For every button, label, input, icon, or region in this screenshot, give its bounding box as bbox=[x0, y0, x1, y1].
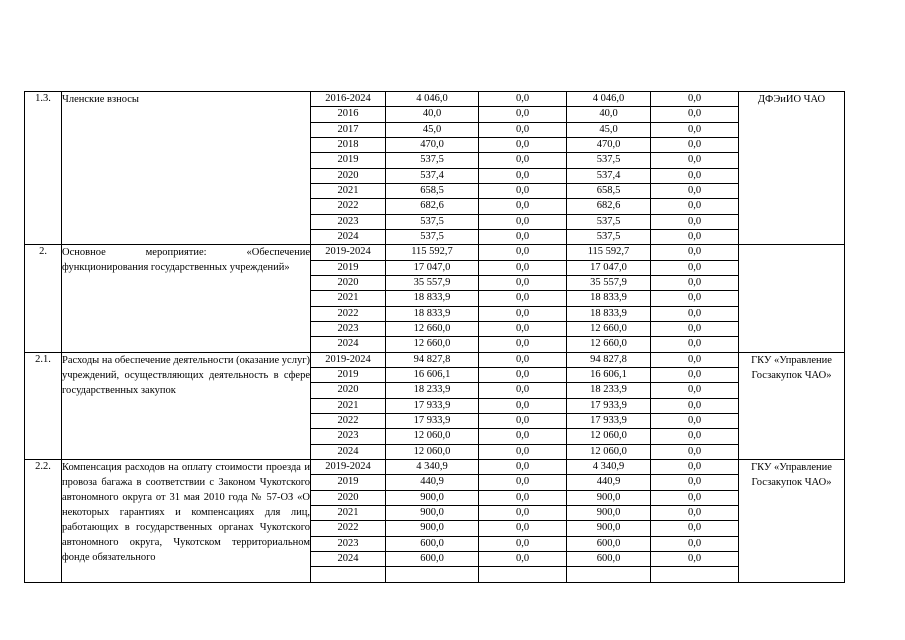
value-cell: 40,0 bbox=[567, 107, 651, 122]
value-cell: 537,5 bbox=[386, 229, 479, 244]
value-cell: 0,0 bbox=[479, 229, 567, 244]
value-cell: 600,0 bbox=[567, 536, 651, 551]
year-cell: 2020 bbox=[311, 275, 386, 290]
value-cell: 600,0 bbox=[567, 551, 651, 566]
value-cell: 0,0 bbox=[479, 367, 567, 382]
value-cell: 17 933,9 bbox=[567, 398, 651, 413]
year-cell: 2023 bbox=[311, 429, 386, 444]
year-cell: 2020 bbox=[311, 168, 386, 183]
year-cell bbox=[311, 567, 386, 582]
item-number: 2.1. bbox=[25, 352, 62, 459]
value-cell: 0,0 bbox=[651, 199, 739, 214]
value-cell: 658,5 bbox=[567, 183, 651, 198]
table-row bbox=[25, 92, 845, 107]
value-cell: 0,0 bbox=[651, 505, 739, 520]
year-cell: 2021 bbox=[311, 291, 386, 306]
value-cell: 12 060,0 bbox=[386, 444, 479, 459]
value-cell: 0,0 bbox=[479, 490, 567, 505]
year-cell: 2024 bbox=[311, 229, 386, 244]
value-cell: 0,0 bbox=[479, 122, 567, 137]
value-cell: 900,0 bbox=[567, 490, 651, 505]
value-cell: 0,0 bbox=[651, 122, 739, 137]
value-cell: 0,0 bbox=[651, 275, 739, 290]
value-cell: 12 060,0 bbox=[567, 429, 651, 444]
value-cell: 16 606,1 bbox=[567, 367, 651, 382]
value-cell: 0,0 bbox=[651, 459, 739, 474]
value-cell: 0,0 bbox=[651, 490, 739, 505]
item-number: 2. bbox=[25, 245, 62, 352]
value-cell: 17 933,9 bbox=[386, 398, 479, 413]
year-cell: 2019-2024 bbox=[311, 352, 386, 367]
year-cell: 2016-2024 bbox=[311, 92, 386, 107]
value-cell: 537,5 bbox=[567, 229, 651, 244]
value-cell: 115 592,7 bbox=[567, 245, 651, 260]
value-cell: 17 933,9 bbox=[567, 413, 651, 428]
value-cell: 0,0 bbox=[479, 260, 567, 275]
year-cell: 2019-2024 bbox=[311, 245, 386, 260]
value-cell: 0,0 bbox=[651, 536, 739, 551]
value-cell: 0,0 bbox=[479, 475, 567, 490]
item-description: Компенсация расходов на оплату стоимости проезда и провоза багажа в соответствии с Законом Чукотского автономного округа от 31 мая 2010 года № 57-ОЗ «О некоторых гарантиях и компенсациях для лиц, работающих в государственных органах Чукотского автономного округа, Чукотском территориальном фонде обязательного bbox=[62, 459, 311, 582]
value-cell: 900,0 bbox=[567, 521, 651, 536]
value-cell: 4 340,9 bbox=[386, 459, 479, 474]
value-cell: 0,0 bbox=[651, 107, 739, 122]
value-cell: 0,0 bbox=[651, 398, 739, 413]
value-cell: 0,0 bbox=[479, 536, 567, 551]
year-cell: 2017 bbox=[311, 122, 386, 137]
value-cell: 0,0 bbox=[479, 413, 567, 428]
year-cell: 2024 bbox=[311, 551, 386, 566]
value-cell: 0,0 bbox=[651, 291, 739, 306]
value-cell: 17 933,9 bbox=[386, 413, 479, 428]
year-cell: 2016 bbox=[311, 107, 386, 122]
year-cell: 2019 bbox=[311, 260, 386, 275]
responsible-executor: ДФЭиИО ЧАО bbox=[739, 92, 845, 245]
item-description: Расходы на обеспечение деятельности (оказание услуг) учреждений, осуществляющих деятельность в сфере государственных закупок bbox=[62, 352, 311, 459]
year-cell: 2023 bbox=[311, 321, 386, 336]
value-cell: 17 047,0 bbox=[386, 260, 479, 275]
year-cell: 2024 bbox=[311, 444, 386, 459]
value-cell: 4 340,9 bbox=[567, 459, 651, 474]
value-cell: 0,0 bbox=[479, 168, 567, 183]
value-cell: 0,0 bbox=[479, 337, 567, 352]
year-cell: 2019 bbox=[311, 153, 386, 168]
year-cell: 2019 bbox=[311, 367, 386, 382]
value-cell: 12 660,0 bbox=[567, 321, 651, 336]
value-cell: 0,0 bbox=[479, 444, 567, 459]
value-cell: 0,0 bbox=[651, 352, 739, 367]
year-cell: 2021 bbox=[311, 398, 386, 413]
value-cell: 0,0 bbox=[479, 429, 567, 444]
value-cell: 0,0 bbox=[479, 199, 567, 214]
value-cell: 0,0 bbox=[479, 92, 567, 107]
table-row bbox=[25, 352, 845, 367]
value-cell: 537,5 bbox=[386, 153, 479, 168]
value-cell: 900,0 bbox=[386, 505, 479, 520]
value-cell: 537,5 bbox=[567, 153, 651, 168]
value-cell: 0,0 bbox=[651, 475, 739, 490]
value-cell: 40,0 bbox=[386, 107, 479, 122]
responsible-executor: ГКУ «Управление Госзакупок ЧАО» bbox=[739, 352, 845, 459]
value-cell: 12 660,0 bbox=[567, 337, 651, 352]
value-cell: 0,0 bbox=[651, 444, 739, 459]
program-table bbox=[24, 91, 845, 583]
value-cell: 900,0 bbox=[386, 521, 479, 536]
value-cell: 0,0 bbox=[651, 337, 739, 352]
value-cell: 0,0 bbox=[651, 413, 739, 428]
value-cell: 35 557,9 bbox=[386, 275, 479, 290]
value-cell: 440,9 bbox=[386, 475, 479, 490]
value-cell: 0,0 bbox=[651, 153, 739, 168]
item-description: Основное мероприятие: «Обеспечение функционирования государственных учреждений» bbox=[62, 245, 311, 352]
value-cell: 658,5 bbox=[386, 183, 479, 198]
value-cell: 45,0 bbox=[386, 122, 479, 137]
value-cell: 0,0 bbox=[651, 306, 739, 321]
value-cell: 0,0 bbox=[651, 429, 739, 444]
value-cell: 0,0 bbox=[479, 137, 567, 152]
value-cell: 0,0 bbox=[479, 214, 567, 229]
value-cell: 94 827,8 bbox=[386, 352, 479, 367]
value-cell: 0,0 bbox=[651, 168, 739, 183]
value-cell: 0,0 bbox=[479, 459, 567, 474]
year-cell: 2020 bbox=[311, 383, 386, 398]
value-cell: 0,0 bbox=[651, 92, 739, 107]
value-cell: 0,0 bbox=[651, 214, 739, 229]
value-cell: 537,5 bbox=[567, 214, 651, 229]
value-cell: 0,0 bbox=[651, 321, 739, 336]
value-cell: 18 833,9 bbox=[567, 306, 651, 321]
year-cell: 2019 bbox=[311, 475, 386, 490]
year-cell: 2022 bbox=[311, 199, 386, 214]
year-cell: 2018 bbox=[311, 137, 386, 152]
value-cell: 0,0 bbox=[651, 521, 739, 536]
value-cell: 0,0 bbox=[479, 383, 567, 398]
value-cell: 115 592,7 bbox=[386, 245, 479, 260]
value-cell: 0,0 bbox=[479, 291, 567, 306]
value-cell: 682,6 bbox=[567, 199, 651, 214]
value-cell: 900,0 bbox=[567, 505, 651, 520]
value-cell: 440,9 bbox=[567, 475, 651, 490]
value-cell: 0,0 bbox=[479, 275, 567, 290]
value-cell: 4 046,0 bbox=[567, 92, 651, 107]
year-cell: 2024 bbox=[311, 337, 386, 352]
value-cell: 0,0 bbox=[479, 505, 567, 520]
value-cell: 600,0 bbox=[386, 551, 479, 566]
value-cell: 0,0 bbox=[479, 321, 567, 336]
year-cell: 2021 bbox=[311, 183, 386, 198]
value-cell: 600,0 bbox=[386, 536, 479, 551]
year-cell: 2022 bbox=[311, 413, 386, 428]
table-row bbox=[25, 459, 845, 474]
value-cell: 18 833,9 bbox=[386, 306, 479, 321]
value-cell: 0,0 bbox=[651, 183, 739, 198]
value-cell bbox=[479, 567, 567, 582]
value-cell: 16 606,1 bbox=[386, 367, 479, 382]
responsible-executor: ГКУ «Управление Госзакупок ЧАО» bbox=[739, 459, 845, 582]
value-cell: 537,4 bbox=[386, 168, 479, 183]
value-cell: 17 047,0 bbox=[567, 260, 651, 275]
year-cell: 2021 bbox=[311, 505, 386, 520]
year-cell: 2022 bbox=[311, 521, 386, 536]
value-cell: 0,0 bbox=[651, 260, 739, 275]
value-cell: 682,6 bbox=[386, 199, 479, 214]
value-cell: 0,0 bbox=[479, 551, 567, 566]
year-cell: 2020 bbox=[311, 490, 386, 505]
value-cell: 0,0 bbox=[479, 245, 567, 260]
value-cell: 0,0 bbox=[651, 229, 739, 244]
value-cell: 12 660,0 bbox=[386, 337, 479, 352]
value-cell: 0,0 bbox=[479, 183, 567, 198]
value-cell: 0,0 bbox=[479, 398, 567, 413]
value-cell: 35 557,9 bbox=[567, 275, 651, 290]
value-cell: 470,0 bbox=[386, 137, 479, 152]
value-cell: 18 833,9 bbox=[386, 291, 479, 306]
item-number: 1.3. bbox=[25, 92, 62, 245]
value-cell: 45,0 bbox=[567, 122, 651, 137]
year-cell: 2022 bbox=[311, 306, 386, 321]
value-cell: 0,0 bbox=[479, 153, 567, 168]
year-cell: 2023 bbox=[311, 536, 386, 551]
value-cell: 18 233,9 bbox=[567, 383, 651, 398]
year-cell: 2019-2024 bbox=[311, 459, 386, 474]
value-cell: 4 046,0 bbox=[386, 92, 479, 107]
value-cell: 18 233,9 bbox=[386, 383, 479, 398]
item-number: 2.2. bbox=[25, 459, 62, 582]
value-cell: 12 060,0 bbox=[386, 429, 479, 444]
value-cell: 0,0 bbox=[479, 521, 567, 536]
value-cell: 537,4 bbox=[567, 168, 651, 183]
value-cell bbox=[651, 567, 739, 582]
value-cell: 94 827,8 bbox=[567, 352, 651, 367]
value-cell: 12 660,0 bbox=[386, 321, 479, 336]
value-cell bbox=[567, 567, 651, 582]
value-cell: 537,5 bbox=[386, 214, 479, 229]
value-cell: 18 833,9 bbox=[567, 291, 651, 306]
value-cell: 12 060,0 bbox=[567, 444, 651, 459]
value-cell: 0,0 bbox=[479, 306, 567, 321]
responsible-executor bbox=[739, 245, 845, 352]
year-cell: 2023 bbox=[311, 214, 386, 229]
value-cell: 0,0 bbox=[651, 137, 739, 152]
value-cell: 900,0 bbox=[386, 490, 479, 505]
value-cell: 0,0 bbox=[651, 367, 739, 382]
value-cell: 0,0 bbox=[479, 107, 567, 122]
value-cell bbox=[386, 567, 479, 582]
item-description: Членские взносы bbox=[62, 92, 311, 245]
value-cell: 470,0 bbox=[567, 137, 651, 152]
value-cell: 0,0 bbox=[651, 551, 739, 566]
value-cell: 0,0 bbox=[479, 352, 567, 367]
value-cell: 0,0 bbox=[651, 383, 739, 398]
table-row bbox=[25, 245, 845, 260]
value-cell: 0,0 bbox=[651, 245, 739, 260]
